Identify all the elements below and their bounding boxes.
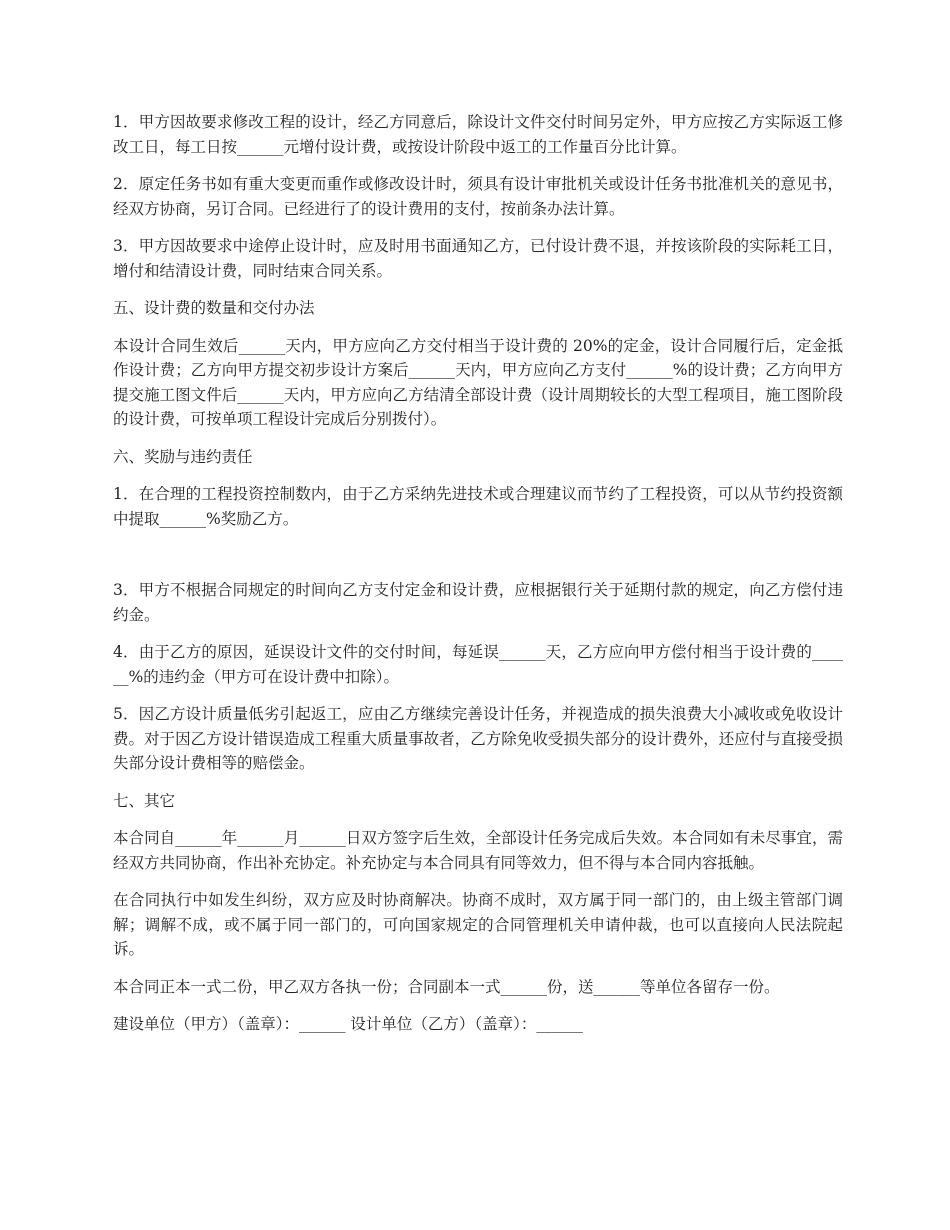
clause-stop-design: 3．甲方因故要求中途停止设计时，应及时用书面通知乙方，已付设计费不退，并按该阶段的实际耗工日，增付和结清设计费，同时结束合同关系。 xyxy=(113,237,843,280)
clause-copies: 本合同正本一式二份，甲乙双方各执一份；合同副本一式______份，送______等单位各留存一份。 xyxy=(113,977,780,996)
clause-task-change: 2．原定任务书如有重大变更而重作或修改设计时，须具有设计审批机关或设计任务书批准机关的意见书，经双方协商，另订合同。已经进行了的设计费用的支付，按前条办法计算。 xyxy=(113,175,843,218)
clause-quality-penalty: 5．因乙方设计质量低劣引起返工，应由乙方继续完善设计任务，并视造成的损失浪费大小减收或免收设计费。对于因乙方设计错误造成工程重大质量事故者，乙方除免收受损失部分的设计费外，还应付与直接受损失部分设计费相等的赔偿金。 xyxy=(113,705,843,772)
clause-modify-design: 1．甲方因故要求修改工程的设计，经乙方同意后，除设计文件交付时间另定外，甲方应按乙方实际返工修改工日，每工日按______元增付设计费，或按设计阶段中返工的工作量百分比计算。 xyxy=(113,113,843,156)
clause-fee-payment: 本设计合同生效后______天内，甲方应向乙方交付相当于设计费的 20%的定金，设计合同履行后，定金抵作设计费；乙方向甲方提交初步设计方案后______天内，甲方应向乙方支付______%的设计费；乙方向甲方提交施工图文件后______天内，甲方应向乙方结清全部设计费（设计周期较长的大型工程项目，施工图阶段的设计费，可按单项工程设计完成后分别拨付）。 xyxy=(113,336,843,428)
clause-effective-date: 本合同自______年______月______日双方签字后生效，全部设计任务完成后失效。本合同如有未尽事宜，需经双方共同协商，作出补充协定。补充协定与本合同具有同等效力，但不得与本合同内容抵触。 xyxy=(113,829,843,872)
section-heading-fees: 五、设计费的数量和交付办法 xyxy=(113,299,315,317)
section-heading-rewards: 六、奖励与违约责任 xyxy=(113,447,253,466)
clause-reward: 1．在合理的工程投资控制数内，由于乙方采纳先进技术或合理建议而节约了工程投资，可以从节约投资额中提取______%奖励乙方。 xyxy=(113,485,843,528)
clause-dispute: 在合同执行中如发生纠纷，双方应及时协商解决。协商不成时，双方属于同一部门的，由上级主管部门调解；调解不成，或不属于同一部门的，可向国家规定的合同管理机关申请仲裁，也可以直接向人民法院起诉。 xyxy=(113,891,843,958)
blank-gap xyxy=(113,544,843,578)
document-body xyxy=(113,110,843,1050)
clause-delay-penalty: 4．由于乙方的原因，延误设计文件的交付时间，每延误______天，乙方应向甲方偿付相当于设计费的______%的违约金（甲方可在设计费中扣除）。 xyxy=(113,643,843,686)
section-heading-other: 七、其它 xyxy=(113,791,176,810)
clause-late-payment: 3．甲方不根据合同规定的时间向乙方支付定金和设计费，应根据银行关于延期付款的规定，向乙方偿付违约金。 xyxy=(113,581,843,624)
signature-line: 建设单位（甲方）（盖章）：______ 设计单位（乙方）（盖章）：______ xyxy=(113,1015,583,1033)
